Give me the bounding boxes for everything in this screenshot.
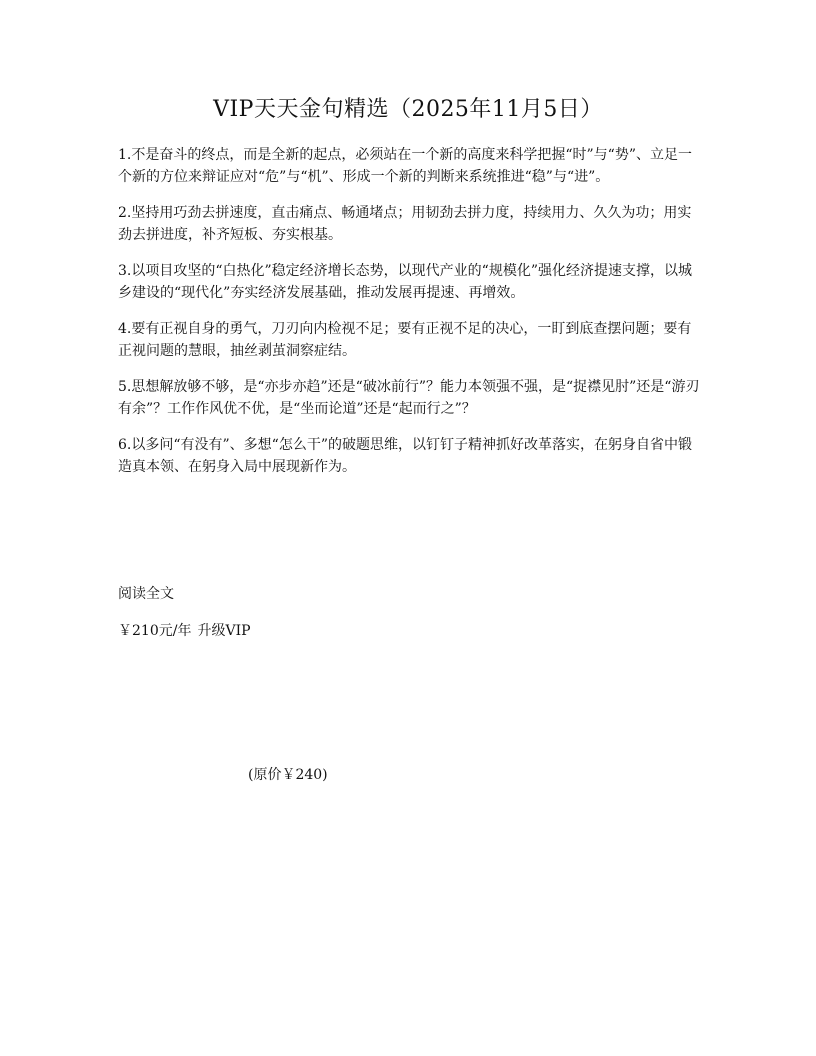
- read-more-link[interactable]: 阅读全文: [118, 586, 174, 602]
- page-title: VIP天天金句精选（2025年11月5日）: [213, 97, 603, 122]
- vip-price: ￥210元/年: [118, 623, 192, 639]
- upgrade-row: [118, 620, 251, 642]
- quote-item: 2.坚持用巧劲去拼速度，直击痛点、畅通堵点；用韧劲去拼力度，持续用力、久久为功；用实劲去拼进度，补齐短板、夯实根基。: [118, 205, 692, 243]
- quote-item: 1.不是奋斗的终点，而是全新的起点，必须站在一个新的高度来科学把握“时”与“势”、立足一个新的方位来辩证应对“危”与“机”、形成一个新的判断来系统推进“稳”与“进”。: [118, 147, 692, 185]
- upgrade-vip-button[interactable]: 升级VIP: [197, 623, 251, 639]
- quote-item: 6.以多问“有没有”、多想“怎么干”的破题思维，以钉钉子精神抓好改革落实，在躬身自省中锻造真本领、在躬身入局中展现新作为。: [118, 437, 692, 475]
- quote-item: 5.思想解放够不够，是“亦步亦趋”还是“破冰前行”？能力本领强不强，是“捉襟见肘”还是“游刃有余”？工作作风优不优，是“坐而论道”还是“起而行之”？: [118, 379, 700, 417]
- quote-list: [118, 144, 700, 492]
- quote-item: 4.要有正视自身的勇气，刀刃向内检视不足；要有正视不足的决心，一盯到底查摆问题；要有正视问题的慧眼，抽丝剥茧洞察症结。: [118, 321, 692, 359]
- original-price: (原价￥240): [248, 767, 328, 783]
- quote-item: 3.以项目攻坚的“白热化”稳定经济增长态势，以现代产业的“规模化”强化经济提速支撑，以城乡建设的“现代化”夯实经济发展基础，推动发展再提速、再增效。: [118, 263, 692, 301]
